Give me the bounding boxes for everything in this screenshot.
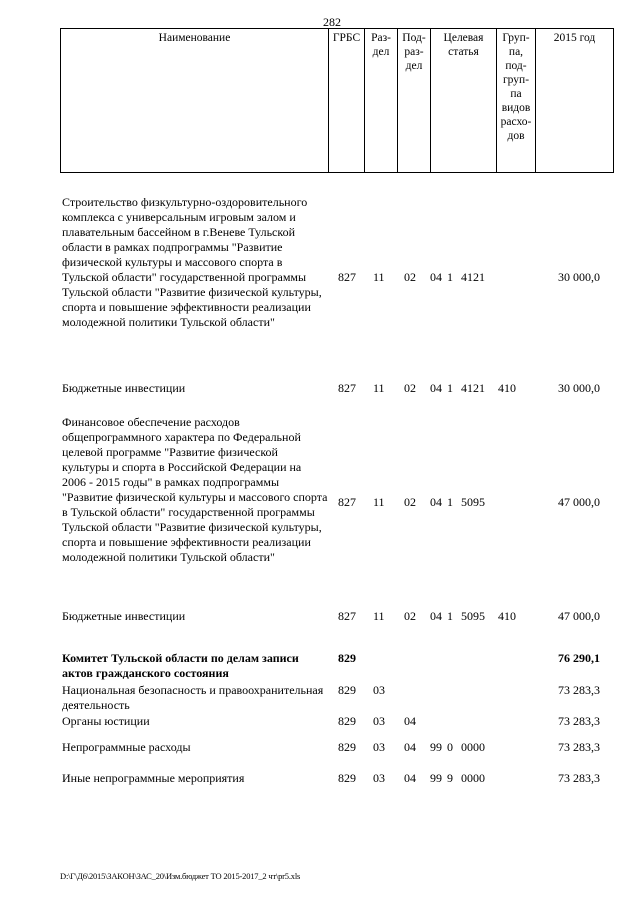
row-sum: 73 283,3 xyxy=(558,771,600,785)
row-grbs: 827 xyxy=(338,609,356,623)
row-cs-program: 04 xyxy=(430,495,442,509)
row-name: Непрограммные расходы xyxy=(62,740,191,754)
row-cs-subprogram: 1 xyxy=(447,270,453,284)
row-name: Комитет Тульской области по делам записи актов гражданского состояния xyxy=(62,651,299,680)
row-name: Национальная безопасность и правоохранительная деятельность xyxy=(62,683,324,712)
row-cs-direction: 0000 xyxy=(461,771,485,785)
row-podrazdel: 02 xyxy=(404,609,416,623)
row-name: Финансовое обеспечение расходов общепрограммного характера по Федеральной целевой программе "Развитие физической культуры и спорта в Российской Федерации на 2006 - 2015 годы" в рамках подпрограммы "Развитие физической культуры и массового спорта в Тульской области" государственной программы Тульской области "Развитие физической культуры, спорта и повышение эффективности реализации молодежной политики Тульской области" xyxy=(62,415,328,564)
row-sum: 73 283,3 xyxy=(558,714,600,728)
row-grbs: 829 xyxy=(338,683,356,697)
row-grbs: 829 xyxy=(338,771,356,785)
row-grbs: 827 xyxy=(338,495,356,509)
row-name: Бюджетные инвестиции xyxy=(62,381,186,395)
row-grbs: 829 xyxy=(338,740,356,754)
header-podrazdel: Под- раз- дел xyxy=(398,29,431,173)
row-razdel: 11 xyxy=(373,609,385,623)
row-podrazdel: 04 xyxy=(404,740,416,754)
row-podrazdel: 02 xyxy=(404,270,416,284)
row-name: Органы юстиции xyxy=(62,714,150,728)
row-cs-direction: 5095 xyxy=(461,609,485,623)
row-cs-subprogram: 0 xyxy=(447,740,453,754)
row-sum: 73 283,3 xyxy=(558,740,600,754)
row-cs-subprogram: 1 xyxy=(447,609,453,623)
row-vr: 410 xyxy=(498,381,516,395)
row-cs-subprogram: 1 xyxy=(447,381,453,395)
header-year: 2015 год xyxy=(536,29,614,173)
row-cs-program: 04 xyxy=(430,609,442,623)
row-cs-program: 04 xyxy=(430,381,442,395)
row-razdel: 03 xyxy=(373,683,385,697)
row-grbs: 827 xyxy=(338,270,356,284)
header-name: Наименование xyxy=(61,29,329,173)
table-header xyxy=(60,28,614,173)
header-grbs: ГРБС xyxy=(329,29,365,173)
row-podrazdel: 02 xyxy=(404,381,416,395)
file-path-footer: D:\Г\Д6\2015\ЗАКОН\ЗАС_20\Изм.бюджет ТО 2015-2017_2 чт\pr5.xls xyxy=(60,871,301,881)
row-name: Строительство физкультурно-оздоровительного комплекса с универсальным игровым залом и плавательным бассейном в г.Веневе Тульской области в рамках подпрограммы "Развитие физической культуры и массового спорта в Тульской области" государственной программы Тульской области "Развитие физической культуры, спорта и повышение эффективности реализации молодежной политики Тульской области" xyxy=(62,195,322,329)
row-cs-direction: 5095 xyxy=(461,495,485,509)
row-razdel: 03 xyxy=(373,714,385,728)
row-sum: 47 000,0 xyxy=(558,609,600,623)
row-grbs: 829 xyxy=(338,714,356,728)
row-cs-direction: 0000 xyxy=(461,740,485,754)
row-name: Бюджетные инвестиции xyxy=(62,609,186,623)
row-grbs: 829 xyxy=(338,651,356,665)
header-razdel: Раз- дел xyxy=(365,29,398,173)
row-podrazdel: 04 xyxy=(404,771,416,785)
row-razdel: 03 xyxy=(373,740,385,754)
row-cs-direction: 4121 xyxy=(461,270,485,284)
row-cs-program: 99 xyxy=(430,740,442,754)
row-sum: 73 283,3 xyxy=(558,683,600,697)
header-celevaya: Целевая статья xyxy=(431,29,497,173)
row-grbs: 827 xyxy=(338,381,356,395)
row-sum: 30 000,0 xyxy=(558,381,600,395)
row-cs-program: 99 xyxy=(430,771,442,785)
row-razdel: 11 xyxy=(373,381,385,395)
header-gruppa: Груп- па, под- груп- па видов расхо- дов xyxy=(497,29,536,173)
row-cs-direction: 4121 xyxy=(461,381,485,395)
row-razdel: 11 xyxy=(373,270,385,284)
row-cs-subprogram: 9 xyxy=(447,771,453,785)
row-vr: 410 xyxy=(498,609,516,623)
row-cs-program: 04 xyxy=(430,270,442,284)
row-sum: 76 290,1 xyxy=(558,651,600,665)
row-razdel: 11 xyxy=(373,495,385,509)
row-sum: 47 000,0 xyxy=(558,495,600,509)
row-razdel: 03 xyxy=(373,771,385,785)
row-cs-subprogram: 1 xyxy=(447,495,453,509)
row-sum: 30 000,0 xyxy=(558,270,600,284)
row-name: Иные непрограммные мероприятия xyxy=(62,771,245,785)
page-number: 282 xyxy=(323,15,341,29)
row-podrazdel: 02 xyxy=(404,495,416,509)
row-podrazdel: 04 xyxy=(404,714,416,728)
